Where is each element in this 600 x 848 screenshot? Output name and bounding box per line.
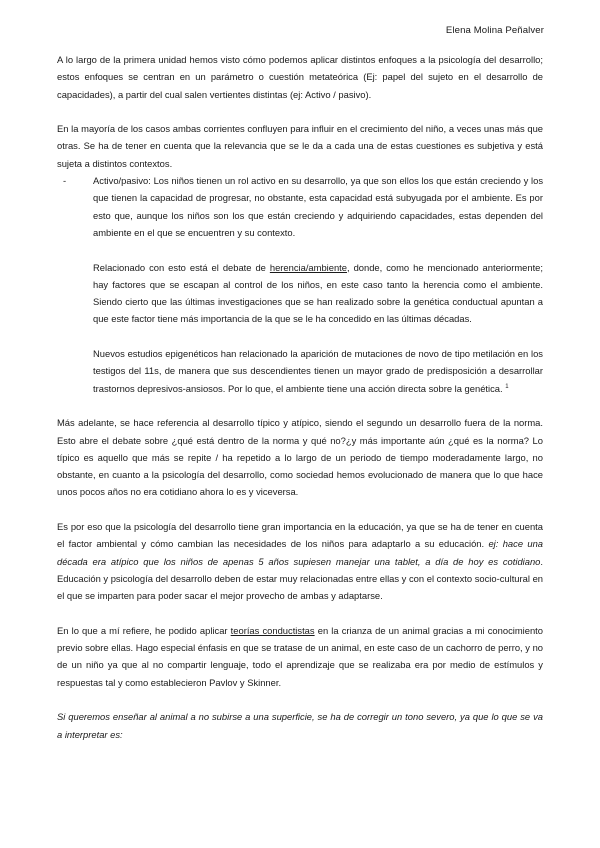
paragraph-educacion: Es por eso que la psicología del desarrollo tiene gran importancia en la educación, ya que se ha de tener en cuenta el factor ambiental y cómo cambian las necesidades de los niños para adaptarlo a su educación. ej: hace una década era atípico que los niños de apenas 5 años supiesen manejar una tablet, a día de hoy es cotidiano. Educación y psicología del desarrollo deben de estar muy relacionadas entre ellas y con el contexto socio-cultural en el que se imparten para poder sacar el mejor provecho de ambas y adaptarse. — [57, 521, 543, 602]
paragraph-ejemplo-animal: Si queremos enseñar al animal a no subirse a una superficie, se ha de corregir un tono severo, ya que lo que se va a interpretar es: — [57, 711, 543, 740]
link-herencia-ambiente[interactable]: herencia/ambiente — [269, 261, 347, 273]
list-item-activo-pasivo — [57, 172, 543, 241]
link-teorias-conductistas[interactable]: teorías conductistas — [230, 624, 315, 636]
paragraph-corrientes: En la mayoría de los casos ambas corrientes confluyen para influir en el crecimiento del niño, a veces unas más que otras. Se ha de tener en cuenta que la relevancia que se le da a cada una de estas cuestiones es subjetiva y está sujeta a distintos contextos. — [57, 123, 543, 169]
paragraph-intro: A lo largo de la primera unidad hemos visto cómo podemos aplicar distintos enfoques a la psicología del desarrollo; estos enfoques se centran en un parámetro o cuestión metateórica (Ej: papel del sujeto en el desarrollo de capacidades), a partir del cual salen vertientes distintas (ej: Activo / pasivo). — [57, 54, 543, 100]
footnote-marker[interactable]: 1 — [505, 383, 509, 390]
paragraph-herencia: Relacionado con esto está el debate de herencia/ambiente, donde, como he mencionado anteriormente; hay factores que se escapan al control de los niños, en este caso tanto la herencia como el ambiente. Siendo cierto que las últimas investigaciones que se han realizado sobre la genética conductual apuntan a que este factor tiene más importancia de la que se le ha concedido en las últimas décadas. — [93, 261, 543, 325]
bullet-dash: - — [63, 175, 67, 187]
document-body — [57, 51, 543, 743]
paragraph-desarrollo-tipico: Más adelante, se hace referencia al desarrollo típico y atípico, siendo el segundo un desarrollo fuera de la norma. Esto abre el debate sobre ¿qué está dentro de la norma y qué no?¿y más importante aún ¿qué es la norma? Lo típico es aquello que más se repite / ha repetido a lo largo de un periodo de tiempo moderadamente largo, no obstante, en cuanto a la psicología del desarrollo, como sociedad hemos evolucionado de manera que lo que hace unos pocos años no era cotidiano ahora lo es y viceversa. — [57, 417, 543, 498]
bullet-text: Activo/pasivo: Los niños tienen un rol activo en su desarrollo, ya que son ellos los que están creciendo y los que tienen la capacidad de progresar, no obstante, esta capacidad está subyugada por el ambiente. Es por esto que, aunque los niños son los que están creciendo y adquiriendo capacidades, estas dependen del ambiente en el que se encuentren y su contexto. — [93, 175, 543, 238]
italic-example: ej: hace una década era atípico que los niños de apenas 5 años supiesen manejar una tablet, a día de hoy es cotidiano — [57, 538, 543, 567]
paragraph-epigenetica: Nuevos estudios epigenéticos han relacionado la aparición de mutaciones de novo de tipo metilación en los testigos del 11s, de manera que sus descendientes tienen un mayor grado de predisposición a desarrollar trastornos depresivos-ansiosos. Por lo que, el ambiente tiene una acción directa sobre la genética. $^1$ — [93, 348, 543, 394]
author-name: Elena Molina Peñalver — [445, 25, 544, 36]
paragraph-conductismo: En lo que a mí refiere, he podido aplicar teorías conductistas en la crianza de un animal gracias a mi conocimiento previo sobre ellas. Hago especial énfasis en que se tratase de un animal, en este caso de un cachorro de perro, y no de un niño ya que al no compartir lenguaje, todo el aprendizaje que se realizaba era por medio de estímulos y respuestas tal y como establecieron Pavlov y Skinner. — [57, 624, 543, 688]
